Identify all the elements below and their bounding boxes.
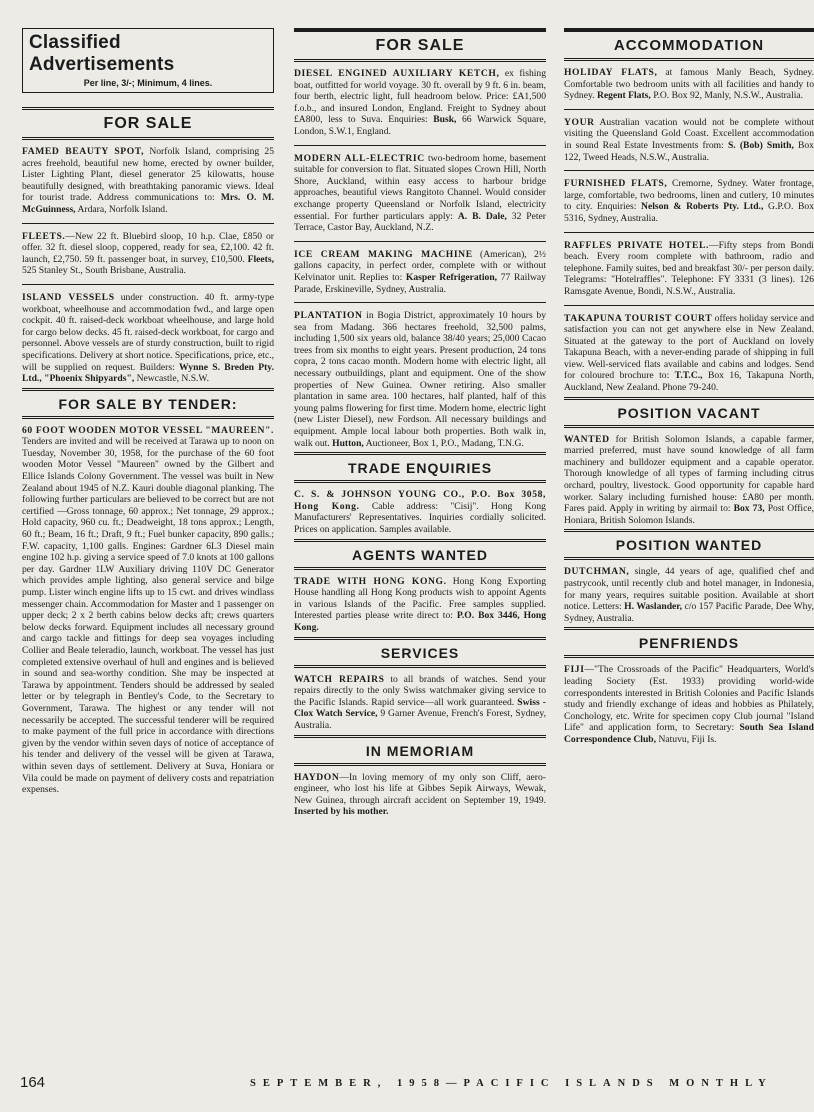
ad-tail: Auctioneer, Box 1, P.O., Madang, T.N.G.: [363, 437, 524, 449]
ad-body: —In loving memory of my only son Cliff, aero-engineer, who lost his life at Gibbes Sepik Airways, Wewak, New Guinea, through aircraft accident on September 19, 1949.: [294, 771, 546, 806]
classified-ad: [564, 117, 814, 166]
ad-lead: FAMED BEAUTY SPOT,: [22, 146, 145, 157]
classified-ad: [564, 240, 814, 301]
classified-ad: [564, 178, 814, 227]
classified-ad: [564, 434, 814, 530]
classified-ad: [22, 425, 274, 799]
ad-body: Tenders are invited and will be received at Tarawa up to noon on Tuesday, November 30, 1958, for the purchase of the 60 foot wooden Motor Vessel "Maureen" owned by the Gilbert and Ellice Islands Colony Government. The vessel was built in New Zealand about 1945 of N.Z. Kauri double diagonal planking. The following further particulars are believed to be correct but are not certified —Gross tonnage, 60 approx.; Net tonnage, 29 approx.; Hold capacity, 960 cu. ft.; Deadweight, 18 tons approx.; Length, 60 ft.; Beam, 16 ft.; Draft, 9 ft.; Fuel bunker capacity, 890 galls.; F.W. capacity, 1,100 galls. Engines: Gardner 6L3 Diesel main engine 102 h.p. giving a service speed of 7.0 knots at 100 gallons per day. Gardner 1LW Auxiliary driving 110V DC Generator which provides ample lighting, also general service and bilge pump. Lister winch engine lifts up to 15 cwt. and drives windlass messenger chain. Accommodation for Master and 1 passenger on upper deck; 2 x 2 berth cabins below decks aft; crews quarters below decks forward. Equipment includes all necessary ground and cargo tackle and fittings for deep sea voyages including Collier and Beale teleradio, launch, workboat. The vessel has just completed extensive overhaul of hull and engines and is believed in sound and sea-worthy condition. She may be inspected at Tarawa by appointment. Tenders should be addressed by sealed letter or by telegraph in Bentley's Code, to the Secretary to Government, Tarawa. The highest or any tender will not necessarily be accepted. The successful tenderer will be required to make payment of the full price in accordance with directions given by the vendor within seven days of notice of acceptance of his tender and delivery of the vessel will be given at Tarawa, within seven days of settlement. Delivery at Suva, Honiara or Vila could be made on payment of delivery costs and repatriation expenses.: [22, 436, 274, 796]
ad-contact: Regent Flats,: [596, 90, 651, 102]
ad-body: for British Solomon Islands, a capable farmer, married preferred, must have sound knowledge of all farm machinery and bulldozer equipment and a capable operator. Thorough knowledge of all types of farming including citrus orchard, poultry, livestock. Good opportunity for capable hard worker. Salary including furnished house: £A80 per month. Fares paid. Apply in writing by airmail to:: [564, 433, 814, 515]
ad-contact: Swiss - Clox Watch Service,: [294, 696, 546, 720]
classified-ad: [294, 310, 546, 452]
classified-ad: [564, 566, 814, 627]
ad-lead: WATCH REPAIRS: [294, 673, 385, 685]
classified-ad: [22, 292, 274, 388]
ad-lead: C. S. & JOHNSON YOUNG CO., P.O. Box 3058, Hong Kong.: [294, 489, 546, 512]
classified-ad: [294, 68, 546, 141]
ad-divider: [294, 241, 546, 242]
ad-tail: Newcastle, N.S.W.: [134, 373, 210, 385]
ad-body: offers holiday service and satisfaction you can not get anywhere else in New Zealand. Situated at the gateway to the port of Auckland on lovely Takapuna Beach, with a never-ending parade of shipping in full view. Well-serviced flats available and cabins and lodges. Send for coloured brochure to:: [564, 312, 814, 382]
section-heading-agents-wanted: AGENTS WANTED: [294, 539, 546, 570]
section-heading-for-sale-by-tender: FOR SALE BY TENDER:: [22, 388, 274, 419]
section-heading-for-sale: FOR SALE: [294, 28, 546, 62]
section-heading-penfriends: PENFRIENDS: [564, 627, 814, 658]
ad-body: (American), 2½ gallons capacity, in perfect order, complete with or without Kelvinator unit. Replies to:: [294, 248, 546, 283]
ad-lead: WANTED: [564, 433, 610, 445]
ad-contact: P.O. Box 3446, Hong Kong.: [294, 610, 546, 633]
section-heading-services: SERVICES: [294, 637, 546, 668]
ad-body: Cremorne, Sydney. Water frontage, large, comfortable, two bedrooms, linen and cutlery, 10 minutes to city. Enquiries:: [564, 178, 814, 213]
ad-divider: [22, 284, 274, 285]
classified-ad: [294, 489, 546, 538]
ad-divider: [564, 305, 814, 306]
ad-divider: [564, 170, 814, 171]
ad-tail: 77 Railway Parade, Erskineville, Sydney, Australia.: [294, 271, 546, 295]
classified-ad: [294, 674, 546, 735]
ad-tail: c/o 157 Pacific Parade, Dee Why, Sydney, Australia.: [564, 601, 814, 624]
ad-lead: 60 FOOT WOODEN MOTOR VESSEL "MAUREEN".: [22, 424, 274, 436]
ad-tail: 525 Stanley St., South Brisbane, Australia.: [22, 265, 186, 277]
ad-contact: H. Waslander,: [624, 601, 683, 613]
section-heading-position-wanted: POSITION WANTED: [564, 529, 814, 560]
ad-body: Australian vacation would not be complete without visiting the Queensland Gold Coast. Excellent accommodation in sound Real Estate Investments from:: [564, 116, 814, 151]
ad-lead: HOLIDAY FLATS,: [564, 67, 658, 78]
ad-lead: YOUR: [564, 116, 595, 128]
ad-lead: ISLAND VESSELS: [22, 291, 115, 303]
ad-contact: Busk,: [433, 114, 457, 126]
ad-tail: 32 Peter Terrace, Castor Bay, Auckland, N.Z.: [294, 210, 546, 234]
ad-body: in Bogia District, approximately 10 hours by sea from Madang. 366 hectares freehold, 32,500 palms, including 1,500 six years old, balance 38/40 years; 25,000 Cacao trees from six months to eight years. Present production, 24 tons copra, 2 tons cacao month. Modern home with electric light, all necessary outbuildings, plant and equipment. One of the show properties of New Guinea. Owner retiring. Also smaller plantation in same area. 100 hectares, half planted, half of this young palms flowering for first time. Modern home, electric light (new Lister Diesel), new Fordson. All necessary buildings and equipment. Ample local labour both properties. Both walk in, walk out.: [294, 310, 546, 449]
ad-body: Norfolk Island, comprising 25 acres freehold, beautiful new home, erected by owner builder, Lister Lighting Plant, diesel generator 25 kilowatts, house beautifully designed, with breathtaking panoramic views. Ideal for tourist trade. Address communications to:: [22, 146, 274, 204]
ad-tail: G.P.O. Box 5316, Sydney, Australia.: [564, 201, 814, 224]
classified-header: [22, 28, 274, 93]
running-title: SEPTEMBER, 1958—PACIFIC ISLANDS MONTHLY: [250, 1078, 773, 1089]
section-heading-trade-enquiries: TRADE ENQUIRIES: [294, 452, 546, 483]
section-heading-accommodation: ACCOMMODATION: [564, 28, 814, 61]
ad-lead: FURNISHED FLATS,: [564, 178, 668, 190]
ad-body: Hong Kong Exporting House handling all Hong Kong products wish to appoint Agents in various Islands of the Pacific. Free samples supplied. Interested parties please write direct to:: [294, 575, 546, 622]
column-right: [564, 28, 814, 749]
rate-line: Per line, 3/-; Minimum, 4 lines.: [83, 78, 213, 88]
ad-divider: [564, 109, 814, 110]
ad-divider: [294, 145, 546, 146]
ad-lead: ICE CREAM MAKING MACHINE: [294, 248, 473, 260]
ad-divider: [22, 223, 274, 224]
ad-contact: S. (Bob) Smith,: [727, 139, 794, 151]
ad-body: two-bedroom home, basement suitable for conversion to flat. Situated slopes Crown Hill, North Shore, Auckland, within easy access to harbour bridge approaches, beautiful views Rangitoto Channel. Would consider exchange property Queensland or Norfolk Island, electricity essential. For further particulars apply:: [294, 152, 546, 222]
ad-tail: Box 122, Tweed Heads, N.S.W., Australia.: [564, 139, 814, 163]
classified-ad: [294, 772, 546, 821]
classified-ad: [22, 146, 274, 219]
ad-tail: Ardara, Norfolk Island.: [75, 203, 168, 215]
page-title: Classified Advertisements: [29, 32, 175, 75]
ad-contact: Inserted by his mother.: [294, 806, 389, 818]
classified-ad: [294, 249, 546, 298]
ad-body: —Fifty steps from Bondi beach. Every room complete with bathroom, radio and telephone. Family suites, bed and breakfast 30/- per person daily. Telegrams: "Hotelraffles". Telephone: FY 3331 (3 lines). 126 Ramsgate Avenue, Bondi, N.S.W., Australia.: [564, 239, 814, 297]
ad-tail: Post Office, Honiara, British Solomon Islands.: [564, 503, 814, 526]
ad-contact: Nelson & Roberts Pty. Ltd.,: [641, 201, 764, 213]
classified-ad: [294, 153, 546, 237]
ad-contact: Fleets,: [247, 253, 274, 265]
ad-lead: RAFFLES PRIVATE HOTEL.: [564, 239, 709, 251]
ad-contact: Mrs. O. M. McGuinness,: [22, 192, 274, 215]
ad-body: —"The Crossroads of the Pacific" Headquarters, World's leading Society (Est. 1933) providing world-wide correspondents interested in British Colonies and Pacific Islands study and friendly exchange of ideas and hobbies as Philately, Conchology, etc. Write for specimen copy Club journal "Island Life" and application form, to Secretary:: [564, 664, 814, 734]
ad-contact: Kasper Refrigeration,: [405, 271, 498, 283]
ad-tail: P.O. Box 92, Manly, N.S.W., Australia.: [650, 90, 804, 102]
ad-contact: Box 73,: [733, 503, 765, 515]
column-middle: [294, 28, 546, 821]
classified-ad: [564, 664, 814, 748]
ad-tail: Box 16, Takapuna North, Auckland, New Zealand. Phone 79-240.: [564, 370, 814, 394]
column-left: [22, 28, 274, 799]
ad-contact: A. B. Dale,: [457, 210, 507, 222]
ad-lead: TRADE WITH HONG KONG.: [294, 575, 447, 587]
section-heading-position-vacant: POSITION VACANT: [564, 397, 814, 428]
ad-lead: FLEETS.: [22, 230, 66, 242]
section-heading-for-sale: FOR SALE: [22, 107, 274, 140]
ad-body: to all brands of watches. Send your repairs directly to the only Swiss watchmaker giving service to the Pacific Islands. Rapid service—all work guaranteed.: [294, 673, 546, 708]
ad-lead: TAKAPUNA TOURIST COURT: [564, 312, 713, 324]
ad-tail: Natuvu, Fiji Is.: [656, 733, 717, 745]
ad-tail: 66 Warwick Square, London, S.W.1, England.: [294, 114, 546, 137]
ad-contact: T.T.C.,: [674, 370, 703, 382]
ad-lead: DUTCHMAN,: [564, 566, 630, 578]
section-heading-in-memoriam: IN MEMORIAM: [294, 735, 546, 766]
ad-tail: 9 Garner Avenue, French's Forest, Sydney, Australia.: [294, 708, 546, 731]
ad-lead: HAYDON: [294, 771, 340, 783]
ad-contact: Hutton,: [332, 437, 364, 449]
classified-ad: [22, 231, 274, 280]
ad-contact: South Sea Island Correspondence Club,: [564, 722, 814, 745]
ad-body: Cable address: "Cisij". Hong Kong Manufacturers' Representatives. Inquiries cordially solicited. Prices on application. Samples available.: [294, 500, 546, 535]
ad-body: —New 22 ft. Bluebird sloop, 10 h.p. Clae, £850 or offer. 32 ft. diesel sloop, coppered, ready for sea, £2,100. 42 ft. launch, £2,750. 59 ft. passenger boat, in survey, £10,500.: [22, 230, 274, 265]
ad-body: single, 44 years of age, qualified chef and pastrycook, until recently club and hotel manager, in Indonesia, for many years, requires suitable position. Available at short notice. Letters:: [564, 566, 814, 613]
ad-body: at famous Manly Beach, Sydney. Comfortable two bedroom units with all facilities and handy to Sydney.: [564, 67, 814, 102]
page-number: 164: [20, 1074, 46, 1091]
ad-lead: PLANTATION: [294, 310, 363, 322]
ad-divider: [294, 302, 546, 303]
ad-lead: FIJI: [564, 664, 585, 676]
ad-body: under construction. 40 ft. army-type workboat, wheelhouse and accommodation fwd., and large open cockpit. 40 ft. raised-deck workboat wheelhouse, and large hold for cargo below decks. 45 ft. raised-deck workboat, for cargo and personnel. Above vessels are of sturdy construction, built to rigid specifications. Delivery at short notice. Specifications, price, etc., will be supplied on request. Builders:: [22, 291, 274, 373]
ad-lead: MODERN ALL-ELECTRIC: [294, 152, 425, 164]
ad-divider: [564, 232, 814, 233]
classified-ad: [294, 576, 546, 637]
ad-contact: Wynne S. Breden Pty. Ltd., "Phoenix Shipyards",: [22, 361, 274, 385]
classified-ad: [564, 313, 814, 397]
ad-lead: DIESEL ENGINED AUXILIARY KETCH,: [294, 68, 500, 79]
classified-ad: [564, 67, 814, 105]
ad-body: ex fishing boat, outfitted for world voyage. 30 ft. overall by 9 ft. 6 in. beam, four berth, electric light, full headroom below. Price: £A1,500 f.o.b., and insured London, England. Freight to Sydney about £A800, less to Suva. Enquiries:: [294, 68, 546, 126]
